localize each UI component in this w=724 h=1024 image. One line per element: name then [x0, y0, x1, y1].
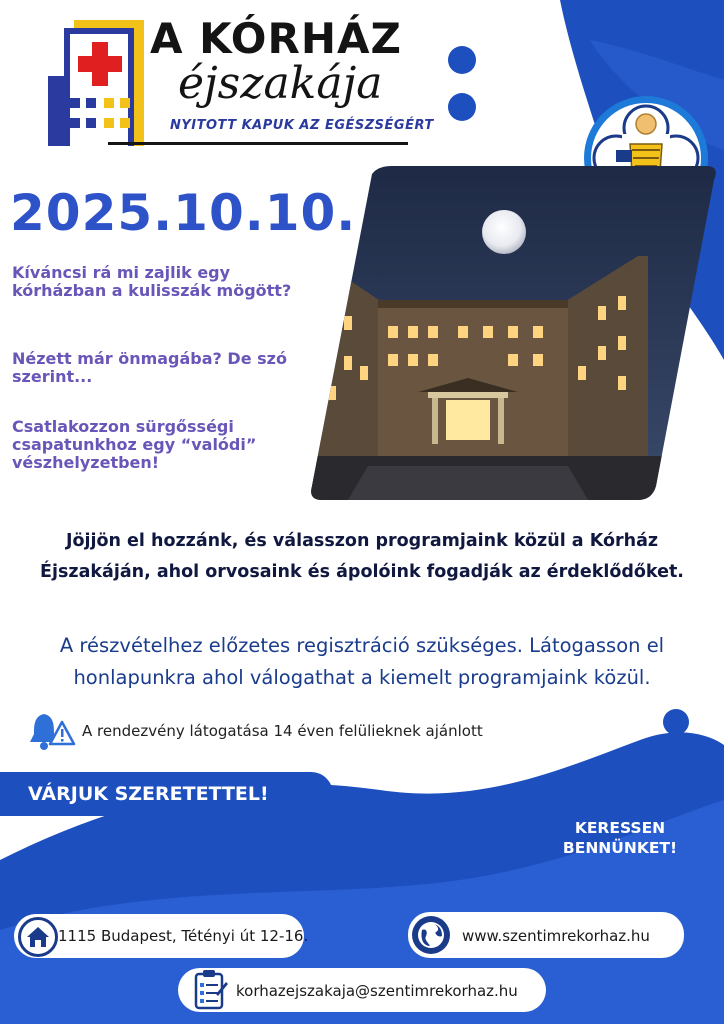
- logo-underline: [108, 142, 408, 145]
- find-us-label: KERESSEN BENNÜNKET!: [562, 819, 678, 857]
- globe-icon: [412, 916, 450, 954]
- hospital-logo-icon: [34, 18, 164, 146]
- logo-title: A KÓRHÁZ: [150, 14, 402, 63]
- logo-subtitle: éjszakája: [178, 58, 383, 109]
- event-date: 2025.10.10.: [10, 184, 357, 242]
- email-link[interactable]: korhazejszakaja@szentimrekorhaz.hu: [236, 982, 518, 1000]
- bell-warning-icon: [28, 710, 76, 752]
- clipboard-icon: [190, 968, 230, 1012]
- question-2: Nézett már önmagába? De szó szerint...: [12, 349, 287, 386]
- home-icon: [21, 920, 55, 954]
- hospital-night-photo: [308, 166, 718, 500]
- intro-paragraph: Jöjjön el hozzánk, és válasszon programjaink közül a Kórház Éjszakáján, ahol orvosaink és ápolóink fogadják az érdeklődőket.: [40, 531, 684, 582]
- globe-icon-circle: [412, 916, 450, 954]
- welcome-text: VÁRJUK SZERETETTEL!: [28, 783, 269, 805]
- age-recommendation: A rendezvény látogatása 14 éven felülieknek ajánlott: [82, 722, 483, 740]
- registration-paragraph: A részvételhez előzetes regisztráció szükséges. Látogasson el honlapunkra ahol válogathat a kiemelt programjaink közül.: [59, 634, 665, 689]
- website-link[interactable]: www.szentimrekorhaz.hu: [462, 927, 650, 945]
- welcome-banner: [0, 772, 333, 816]
- question-1: Kíváncsi rá mi zajlik egy kórházban a kulisszák mögött?: [12, 263, 292, 300]
- address-text: 1115 Budapest, Tétényi út 12-16.: [58, 927, 309, 945]
- question-3: Csatlakozzon sürgősségi csapatunkhoz egy “valódi” vészhelyzetben!: [12, 417, 257, 472]
- home-icon-circle: [18, 917, 58, 957]
- logo-tagline: NYITOTT KAPUK AZ EGÉSZSÉGÉRT: [170, 118, 434, 133]
